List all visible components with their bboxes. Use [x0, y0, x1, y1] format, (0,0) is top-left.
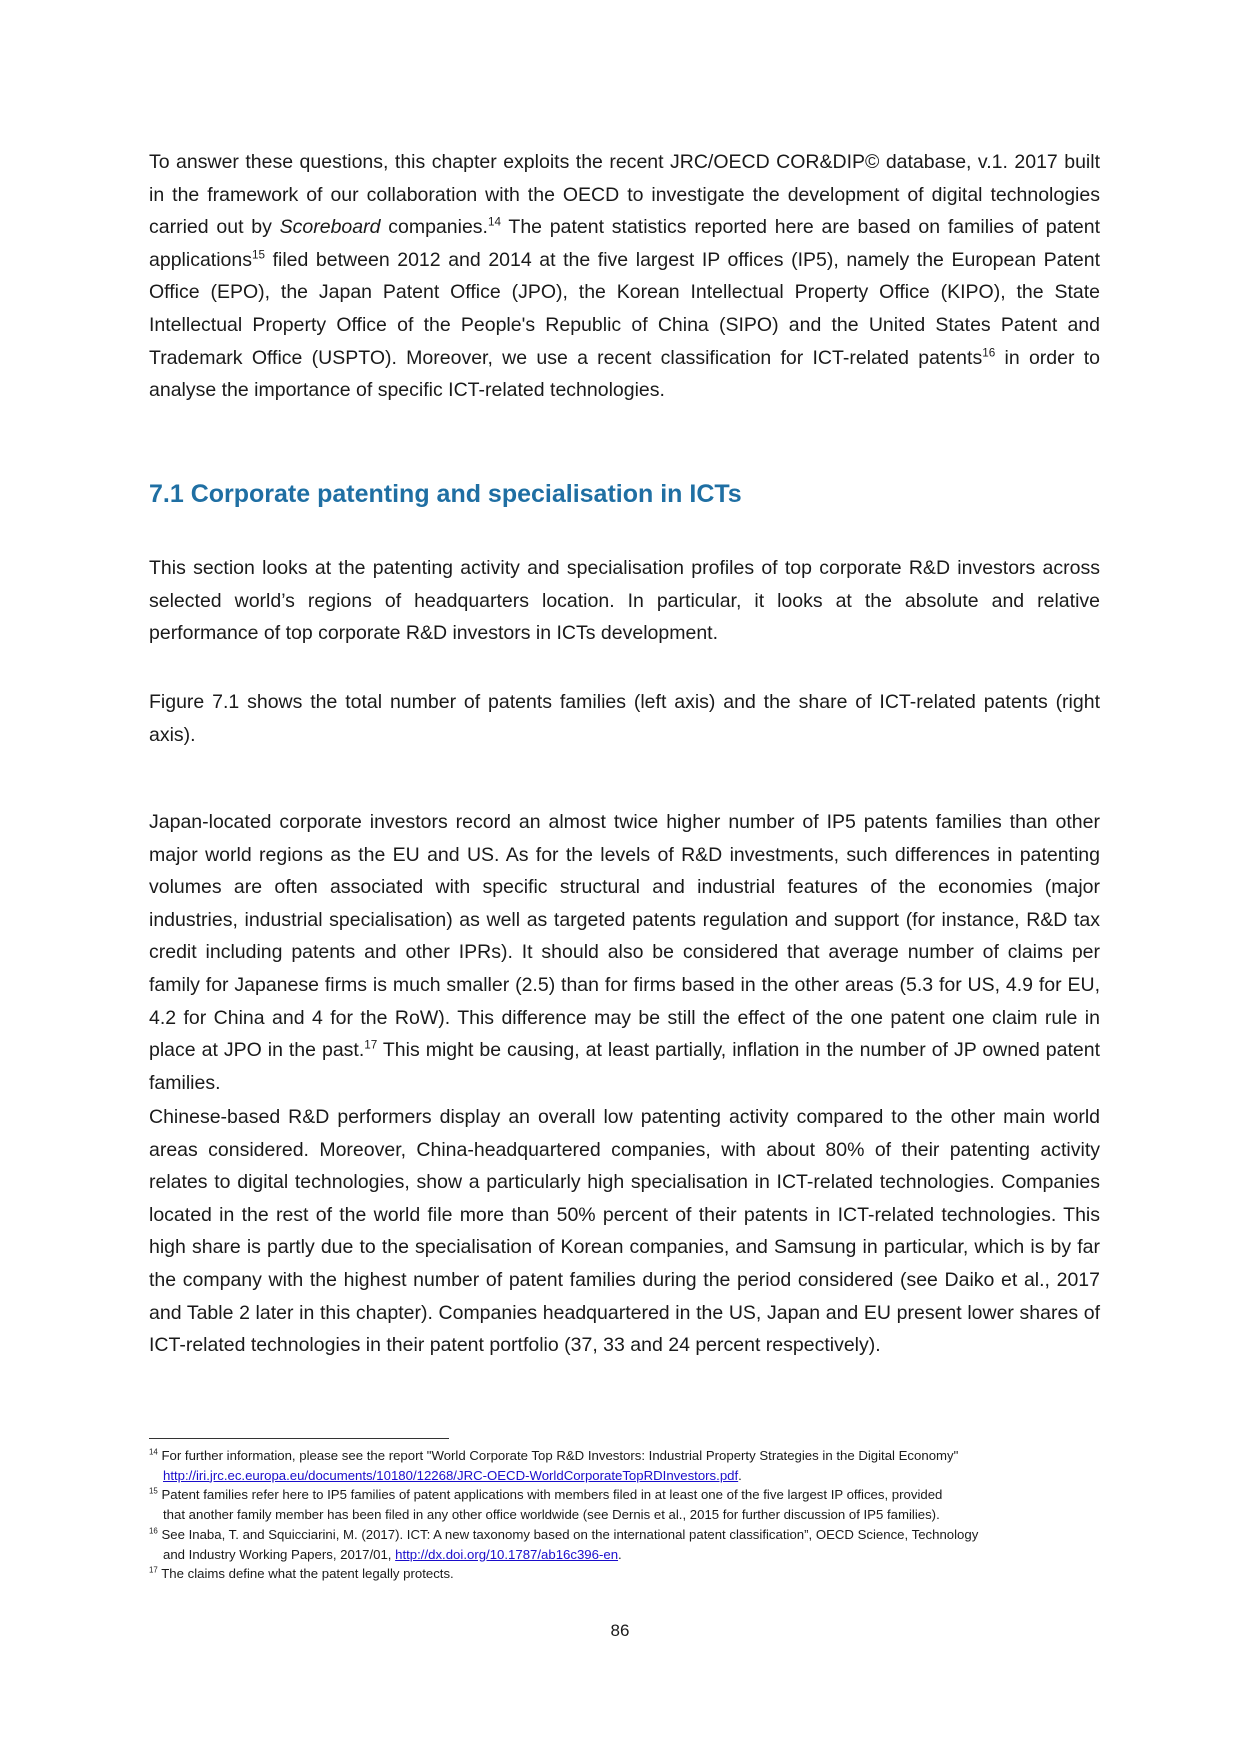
footnote-link[interactable]: http://iri.jrc.ec.europa.eu/documents/10180/12268/JRC-OECD-WorldCorporateTopRDInvestors.pdf: [163, 1467, 739, 1483]
text-run: This might be causing, at least partially, inflation in the number of JP owned patent families.: [149, 1039, 1100, 1094]
page-number: 86: [610, 1621, 630, 1640]
section-intro-paragraph: This section looks at the patenting activity and specialisation profiles of top corporate R&D investors across selected world’s regions of headquarters location. In particular, it looks at the absolute and relative performance of top corporate R&D investors in ICTs development.: [149, 557, 1100, 645]
footnote-17: [149, 1564, 1109, 1584]
italic-text: Scoreboard: [279, 216, 381, 239]
footnote-number: 14: [149, 1447, 158, 1457]
text-run: To answer these questions, this chapter exploits the recent JRC/OECD COR&DIP© database, v.1. 2017 built in the framework of our collaboration with the OECD to investigate the development of digital technologies carried out by: [149, 151, 1100, 239]
text-run: Japan-located corporate investors record an almost twice higher number of IP5 patents families than other major world regions as the EU and US. As for the levels of R&D investments, such differences in patenting volumes are often associated with specific structural and industrial features of the economies (major industries, industrial specialisation) as well as targeted patents regulation and support (for instance, R&D tax credit including patents and other IPRs). It should also be considered that average number of claims per family for Japanese firms is much smaller (2.5) than for firms based in the other areas (5.3 for US, 4.9 for EU, 4.2 for China and 4 for the RoW). This difference may be still the effect of the one patent one claim rule in place at JPO in the past.: [149, 811, 1100, 1062]
footnote-link[interactable]: http://dx.doi.org/10.1787/ab16c396-en: [395, 1546, 619, 1562]
footnote-continuation: [149, 1466, 1109, 1486]
footnote-divider: [149, 1438, 449, 1439]
japan-paragraph: [149, 806, 1100, 1099]
text-run: filed between 2012 and 2014 at the five largest IP offices (IP5), namely the European Patent Office (EPO), the Japan Patent Office (JPO), the Korean Intellectual Property Office (KIPO), the State Intellectual Property Office of the People's Republic of China (SIPO) and the United States Patent and Trademark Office (USPTO). Moreover, we use a recent classification for ICT-related patents: [149, 248, 1100, 369]
footnote-14: [149, 1446, 1109, 1485]
section-heading: 7.1 Corporate patenting and specialisation in ICTs: [149, 480, 742, 508]
footnote-continuation: [149, 1545, 1109, 1565]
text-run: in order to analyse the importance of specific ICT-related technologies.: [149, 346, 1101, 402]
footnote-text: .: [618, 1546, 622, 1562]
footnote-ref-15[interactable]: 15: [251, 248, 265, 262]
footnote-number: 16: [149, 1526, 158, 1536]
footnote-text: See Inaba, T. and Squicciarini, M. (2017). ICT: A new taxonomy based on the international patent classification”, OECD Science, Technology: [157, 1526, 979, 1542]
footnote-text: and Industry Working Papers, 2017/01,: [163, 1546, 396, 1562]
text-run: The patent statistics reported here are based on families of patent applications: [149, 216, 1100, 271]
footnote-text: .: [738, 1467, 742, 1483]
figure-reference-paragraph: Figure 7.1 shows the total number of patents families (left axis) and the share of ICT-related patents (right axis).: [149, 691, 1100, 746]
footnote-ref-17[interactable]: 17: [364, 1038, 378, 1052]
text-run: companies.: [380, 216, 488, 239]
footnote-ref-14[interactable]: 14: [487, 215, 501, 229]
footnote-number: 15: [149, 1487, 158, 1497]
footnote-number: 17: [149, 1565, 158, 1575]
intro-paragraph: [149, 146, 1100, 407]
china-paragraph: Chinese-based R&D performers display an overall low patenting activity compared to the other main world areas considered. Moreover, China-headquartered companies, with about 80% of their patenting activity relates to digital technologies, show a particularly high specialisation in ICT-related technologies. Companies located in the rest of the world file more than 50% percent of their patents in ICT-related technologies. This high share is partly due to the specialisation of Korean companies, and Samsung in particular, which is by far the company with the highest number of patent families during the period considered (see Daiko et al., 2017 and Table 2 later in this chapter). Companies headquartered in the US, Japan and EU present lower shares of ICT-related technologies in their patent portfolio (37, 33 and 24 percent respectively).: [149, 1106, 1100, 1357]
footnote-16: [149, 1525, 1109, 1564]
footnote-text: Patent families refer here to IP5 families of patent applications with members filed in at least one of the five largest IP offices, provided: [157, 1487, 943, 1503]
footnote-continuation: that another family member has been filed in any other office worldwide (see Dernis et al., 2015 for further discussion of IP5 families).: [163, 1507, 940, 1523]
footnotes: [149, 1446, 1109, 1584]
footnote-text: For further information, please see the report "World Corporate Top R&D Investors: Industrial Property Strategies in the Digital Economy": [157, 1448, 959, 1463]
footnote-text: The claims define what the patent legally protects.: [157, 1566, 454, 1582]
footnote-ref-16[interactable]: 16: [982, 346, 996, 360]
footnote-15: [149, 1485, 1109, 1524]
